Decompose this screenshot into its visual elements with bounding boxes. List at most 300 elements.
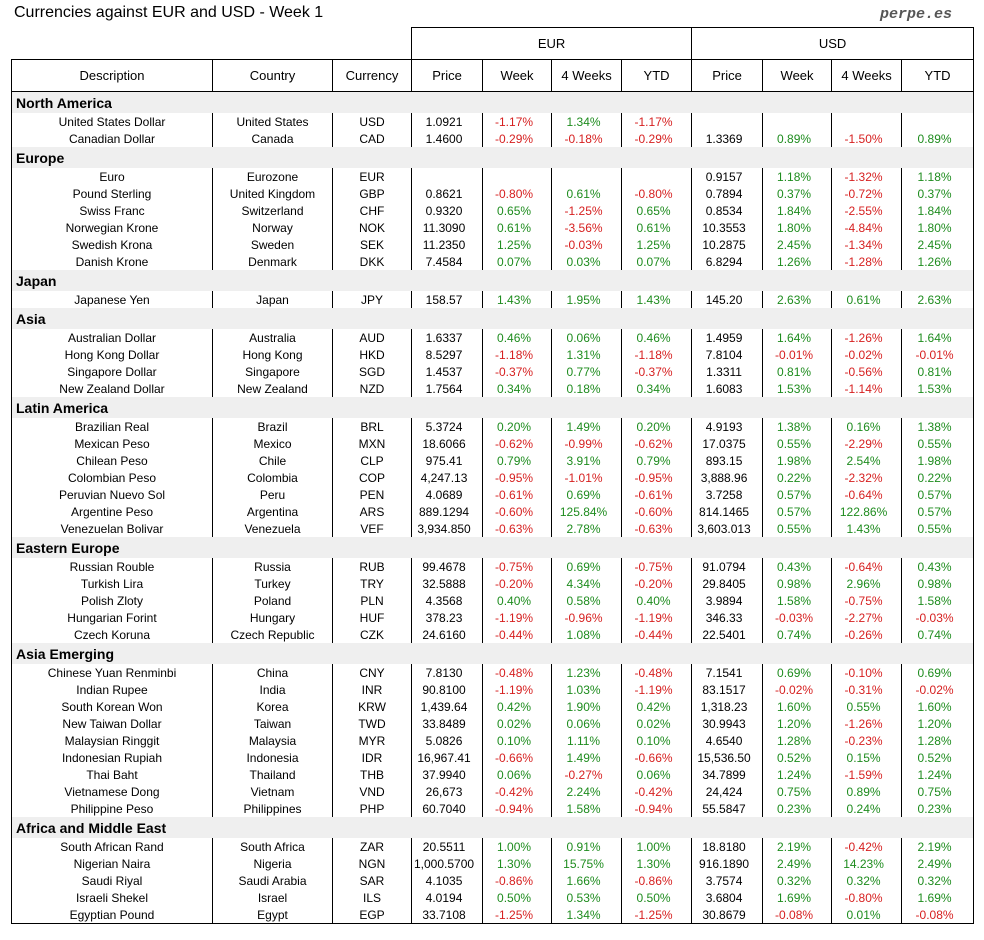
column-header-country: Country [213,60,333,92]
cell-eur-week: -0.62% [483,435,552,452]
cell-usd-4weeks: -0.75% [832,592,902,609]
cell-description: Israeli Shekel [12,889,213,906]
column-header-currency: Currency [333,60,412,92]
cell-eur-4weeks: 15.75% [552,855,622,872]
cell-usd-week: 1.98% [763,452,832,469]
cell-description: Turkish Lira [12,575,213,592]
cell-usd-ytd: 1.26% [902,253,974,270]
cell-eur-4weeks: 1.03% [552,681,622,698]
cell-eur-week: 1.25% [483,236,552,253]
cell-eur-4weeks: -0.99% [552,435,622,452]
cell-eur-4weeks: 1.23% [552,664,622,681]
cell-usd-price: 1.4959 [692,329,763,346]
cell-eur-ytd: -1.19% [622,609,692,626]
cell-usd-week: 1.69% [763,889,832,906]
cell-country: Russia [213,558,333,575]
cell-usd-price: 3.9894 [692,592,763,609]
table-row [12,130,974,147]
cell-usd-week: 1.24% [763,766,832,783]
cell-usd-week: 1.80% [763,219,832,236]
cell-eur-ytd: -0.86% [622,872,692,889]
cell-eur-4weeks: 1.49% [552,418,622,435]
cell-usd-price: 145.20 [692,291,763,308]
cell-eur-ytd: -0.61% [622,486,692,503]
table-row [12,872,974,889]
cell-description: Colombian Peso [12,469,213,486]
cell-usd-week: 1.58% [763,592,832,609]
cell-description: Egyptian Pound [12,906,213,924]
cell-currency: CHF [333,202,412,219]
cell-eur-week: -0.95% [483,469,552,486]
cell-usd-ytd: 0.22% [902,469,974,486]
cell-usd-4weeks: 0.16% [832,418,902,435]
cell-usd-4weeks: -4.84% [832,219,902,236]
cell-usd-4weeks: -1.50% [832,130,902,147]
cell-country: Hungary [213,609,333,626]
cell-usd-week: 0.74% [763,626,832,643]
cell-currency: THB [333,766,412,783]
cell-eur-price: 90.8100 [412,681,483,698]
cell-eur-price: 16,967.41 [412,749,483,766]
cell-eur-week: -0.60% [483,503,552,520]
table-row [12,664,974,681]
cell-eur-price: 33.8489 [412,715,483,732]
cell-usd-week: 1.38% [763,418,832,435]
cell-eur-4weeks: 2.24% [552,783,622,800]
cell-usd-ytd: -0.01% [902,346,974,363]
cell-usd-ytd: 1.80% [902,219,974,236]
cell-usd-price: 15,536.50 [692,749,763,766]
cell-usd-price: 7.8104 [692,346,763,363]
cell-usd-price: 893.15 [692,452,763,469]
cell-usd-ytd: 2.19% [902,838,974,855]
cell-eur-price: 20.5511 [412,838,483,855]
cell-usd-4weeks: 0.61% [832,291,902,308]
cell-usd-ytd: 0.89% [902,130,974,147]
cell-eur-4weeks: 0.69% [552,486,622,503]
cell-country: Norway [213,219,333,236]
cell-eur-price: 26,673 [412,783,483,800]
cell-eur-4weeks: 0.77% [552,363,622,380]
cell-usd-price: 17.0375 [692,435,763,452]
cell-usd-price: 55.5847 [692,800,763,817]
table-row [12,906,974,924]
cell-eur-week: 0.46% [483,329,552,346]
cell-currency: NGN [333,855,412,872]
cell-usd-4weeks: 0.32% [832,872,902,889]
cell-eur-ytd [622,168,692,185]
cell-country: Mexico [213,435,333,452]
cell-usd-4weeks: -0.64% [832,558,902,575]
cell-eur-price: 1,000.5700 [412,855,483,872]
cell-usd-ytd: 2.49% [902,855,974,872]
cell-currency: VEF [333,520,412,537]
table-row [12,418,974,435]
cell-eur-4weeks: 1.31% [552,346,622,363]
cell-currency: USD [333,113,412,130]
cell-usd-4weeks: -0.64% [832,486,902,503]
table-row [12,253,974,270]
table-row [12,783,974,800]
cell-usd-price: 6.8294 [692,253,763,270]
cell-usd-ytd: 2.45% [902,236,974,253]
cell-eur-price: 8.5297 [412,346,483,363]
cell-eur-ytd: 0.50% [622,889,692,906]
cell-eur-ytd: -0.75% [622,558,692,575]
table-row [12,363,974,380]
cell-usd-4weeks: 2.54% [832,452,902,469]
cell-eur-4weeks: 3.91% [552,452,622,469]
cell-eur-price: 99.4678 [412,558,483,575]
cell-country: Czech Republic [213,626,333,643]
cell-currency: ARS [333,503,412,520]
cell-usd-week: 1.26% [763,253,832,270]
cell-description: Vietnamese Dong [12,783,213,800]
cell-description: Swiss Franc [12,202,213,219]
cell-eur-week: 1.00% [483,838,552,855]
cell-usd-week: -0.03% [763,609,832,626]
cell-description: Polish Zloty [12,592,213,609]
cell-description: Indonesian Rupiah [12,749,213,766]
cell-usd-ytd: 1.38% [902,418,974,435]
cell-eur-4weeks: 1.58% [552,800,622,817]
region-header-row [12,397,974,418]
cell-usd-4weeks: 2.96% [832,575,902,592]
cell-eur-ytd: -1.18% [622,346,692,363]
cell-eur-4weeks: -0.18% [552,130,622,147]
cell-usd-4weeks: 0.24% [832,800,902,817]
cell-eur-4weeks: 125.84% [552,503,622,520]
cell-eur-ytd: -0.42% [622,783,692,800]
region-name: Asia Emerging [12,643,974,664]
cell-country: Indonesia [213,749,333,766]
cell-eur-week: -0.86% [483,872,552,889]
cell-description: Indian Rupee [12,681,213,698]
cell-usd-week: 1.18% [763,168,832,185]
region-header-row [12,537,974,558]
cell-usd-price: 1.3311 [692,363,763,380]
cell-eur-ytd: 1.25% [622,236,692,253]
cell-usd-price: 3.6804 [692,889,763,906]
cell-country: Eurozone [213,168,333,185]
cell-eur-4weeks: 1.34% [552,113,622,130]
cell-description: Venezuelan Bolivar [12,520,213,537]
column-header-eur-ytd: YTD [622,60,692,92]
cell-usd-ytd: 1.24% [902,766,974,783]
cell-eur-4weeks: 0.06% [552,715,622,732]
table-row [12,435,974,452]
table-row [12,185,974,202]
cell-eur-ytd: -0.44% [622,626,692,643]
cell-usd-price: 3,888.96 [692,469,763,486]
cell-country: India [213,681,333,698]
cell-eur-ytd: 0.79% [622,452,692,469]
cell-usd-week: 0.23% [763,800,832,817]
cell-eur-price: 1.4537 [412,363,483,380]
cell-eur-price: 60.7040 [412,800,483,817]
cell-country: Venezuela [213,520,333,537]
cell-usd-week: 1.84% [763,202,832,219]
cell-eur-week: -1.25% [483,906,552,924]
cell-currency: SAR [333,872,412,889]
cell-country: Taiwan [213,715,333,732]
cell-usd-week: 0.55% [763,435,832,452]
cell-usd-ytd: 0.75% [902,783,974,800]
cell-usd-price: 30.9943 [692,715,763,732]
cell-eur-price: 7.8130 [412,664,483,681]
cell-eur-ytd: 0.10% [622,732,692,749]
table-row [12,592,974,609]
cell-currency: CNY [333,664,412,681]
group-header-eur: EUR [412,28,692,60]
cell-eur-week: 0.07% [483,253,552,270]
cell-eur-week: 1.43% [483,291,552,308]
cell-eur-ytd: 0.40% [622,592,692,609]
cell-description: Russian Rouble [12,558,213,575]
page-title: Currencies against EUR and USD - Week 1 [14,4,324,21]
cell-eur-4weeks: 4.34% [552,575,622,592]
cell-country: United Kingdom [213,185,333,202]
cell-usd-ytd: 0.98% [902,575,974,592]
cell-currency: COP [333,469,412,486]
table-row [12,469,974,486]
cell-eur-ytd: 0.07% [622,253,692,270]
cell-usd-price: 4.9193 [692,418,763,435]
cell-usd-4weeks: -1.26% [832,329,902,346]
cell-usd-price: 1,318.23 [692,698,763,715]
cell-currency: VND [333,783,412,800]
cell-eur-price: 7.4584 [412,253,483,270]
table-row [12,889,974,906]
cell-usd-price: 0.7894 [692,185,763,202]
table-row [12,329,974,346]
cell-usd-4weeks: -2.29% [832,435,902,452]
cell-eur-price: 32.5888 [412,575,483,592]
cell-usd-ytd: 0.74% [902,626,974,643]
cell-description: Pound Sterling [12,185,213,202]
cell-description: Thai Baht [12,766,213,783]
table-row [12,732,974,749]
cell-usd-week: -0.02% [763,681,832,698]
cell-usd-week: 1.28% [763,732,832,749]
table-row [12,626,974,643]
cell-description: Singapore Dollar [12,363,213,380]
cell-usd-4weeks: -0.42% [832,838,902,855]
cell-usd-week: -0.01% [763,346,832,363]
cell-country: Nigeria [213,855,333,872]
cell-country: Colombia [213,469,333,486]
cell-description: Saudi Riyal [12,872,213,889]
cell-usd-price: 18.8180 [692,838,763,855]
cell-usd-4weeks: -0.56% [832,363,902,380]
cell-usd-ytd: 1.20% [902,715,974,732]
cell-usd-price: 7.1541 [692,664,763,681]
cell-eur-week: 0.02% [483,715,552,732]
cell-country: Saudi Arabia [213,872,333,889]
cell-eur-week [483,168,552,185]
cell-usd-4weeks: -0.80% [832,889,902,906]
cell-usd-4weeks: -1.14% [832,380,902,397]
cell-usd-4weeks: -1.32% [832,168,902,185]
cell-usd-ytd: 0.69% [902,664,974,681]
cell-usd-week: 1.53% [763,380,832,397]
table-row [12,202,974,219]
cell-eur-4weeks [552,168,622,185]
region-name: Africa and Middle East [12,817,974,838]
cell-currency: GBP [333,185,412,202]
cell-usd-ytd: 1.60% [902,698,974,715]
cell-eur-4weeks: 0.91% [552,838,622,855]
cell-currency: JPY [333,291,412,308]
cell-usd-4weeks: -1.28% [832,253,902,270]
column-header-usd-ytd: YTD [902,60,974,92]
cell-currency: PHP [333,800,412,817]
cell-usd-4weeks: 122.86% [832,503,902,520]
cell-description: Chilean Peso [12,452,213,469]
cell-currency: KRW [333,698,412,715]
cell-description: Chinese Yuan Renminbi [12,664,213,681]
cell-currency: SEK [333,236,412,253]
table-row [12,380,974,397]
cell-currency: EUR [333,168,412,185]
cell-eur-price: 975.41 [412,452,483,469]
cell-description: Swedish Krona [12,236,213,253]
cell-country: Japan [213,291,333,308]
cell-usd-price: 29.8405 [692,575,763,592]
column-header-description: Description [12,60,213,92]
cell-eur-ytd: 0.61% [622,219,692,236]
table-row [12,486,974,503]
cell-usd-4weeks: -2.32% [832,469,902,486]
cell-description: Philippine Peso [12,800,213,817]
column-header-eur-4weeks: 4 Weeks [552,60,622,92]
brand-logo: perpe.es [880,6,953,23]
cell-country: United States [213,113,333,130]
cell-eur-price: 5.0826 [412,732,483,749]
cell-description: Mexican Peso [12,435,213,452]
cell-country: Korea [213,698,333,715]
cell-usd-ytd: 1.53% [902,380,974,397]
cell-eur-ytd: 1.00% [622,838,692,855]
cell-usd-ytd: 1.98% [902,452,974,469]
table-row [12,800,974,817]
cell-usd-price: 0.8534 [692,202,763,219]
cell-usd-price: 30.8679 [692,906,763,924]
cell-currency: BRL [333,418,412,435]
cell-eur-ytd: -0.37% [622,363,692,380]
cell-eur-week: -0.94% [483,800,552,817]
region-header-row [12,147,974,168]
cell-usd-week: 0.32% [763,872,832,889]
cell-eur-week: 0.42% [483,698,552,715]
cell-usd-week: 0.52% [763,749,832,766]
table-row [12,291,974,308]
cell-usd-4weeks: 14.23% [832,855,902,872]
cell-description: South Korean Won [12,698,213,715]
cell-eur-price: 5.3724 [412,418,483,435]
cell-eur-week: -0.63% [483,520,552,537]
cell-currency: HUF [333,609,412,626]
cell-usd-price: 1.3369 [692,130,763,147]
cell-usd-ytd: 0.32% [902,872,974,889]
cell-usd-week: 1.20% [763,715,832,732]
cell-country: South Africa [213,838,333,855]
cell-usd-week: 2.63% [763,291,832,308]
cell-country: Vietnam [213,783,333,800]
cell-currency: SGD [333,363,412,380]
cell-usd-4weeks: -1.26% [832,715,902,732]
region-header-row [12,643,974,664]
cell-eur-ytd: -0.94% [622,800,692,817]
cell-usd-price: 34.7899 [692,766,763,783]
cell-description: Brazilian Real [12,418,213,435]
cell-eur-4weeks: 1.08% [552,626,622,643]
cell-usd-price: 10.3553 [692,219,763,236]
cell-eur-price: 4.0689 [412,486,483,503]
cell-usd-4weeks: -0.31% [832,681,902,698]
cell-description: Norwegian Krone [12,219,213,236]
cell-eur-4weeks: 1.66% [552,872,622,889]
cell-country: Sweden [213,236,333,253]
cell-currency: TWD [333,715,412,732]
cell-usd-week: 2.49% [763,855,832,872]
cell-eur-week: 0.10% [483,732,552,749]
cell-usd-week: 2.19% [763,838,832,855]
cell-country: Hong Kong [213,346,333,363]
cell-usd-ytd: 0.55% [902,520,974,537]
cell-usd-4weeks: -2.27% [832,609,902,626]
cell-usd-ytd: 1.18% [902,168,974,185]
column-header-usd-price: Price [692,60,763,92]
table-row [12,558,974,575]
cell-usd-ytd: -0.03% [902,609,974,626]
cell-usd-4weeks [832,113,902,130]
cell-usd-4weeks: -0.02% [832,346,902,363]
cell-country: Australia [213,329,333,346]
region-name: Asia [12,308,974,329]
cell-description: Argentine Peso [12,503,213,520]
cell-eur-price: 0.9320 [412,202,483,219]
cell-eur-price: 11.3090 [412,219,483,236]
cell-usd-ytd: 1.58% [902,592,974,609]
cell-currency: NOK [333,219,412,236]
region-header-row [12,817,974,838]
cell-currency: INR [333,681,412,698]
cell-eur-price: 1.6337 [412,329,483,346]
table-row [12,346,974,363]
cell-usd-ytd: -0.08% [902,906,974,924]
cell-eur-price: 1.7564 [412,380,483,397]
cell-eur-4weeks: 0.58% [552,592,622,609]
region-name: Latin America [12,397,974,418]
cell-usd-price: 4.6540 [692,732,763,749]
currency-table [11,27,974,924]
cell-eur-4weeks: -1.01% [552,469,622,486]
cell-description: Danish Krone [12,253,213,270]
cell-usd-week: 0.37% [763,185,832,202]
cell-eur-week: -1.18% [483,346,552,363]
cell-usd-week: 0.69% [763,664,832,681]
cell-eur-4weeks: -0.03% [552,236,622,253]
cell-eur-week: -0.29% [483,130,552,147]
cell-usd-week: 0.75% [763,783,832,800]
cell-country: Philippines [213,800,333,817]
cell-eur-4weeks: 1.34% [552,906,622,924]
cell-eur-ytd: -1.25% [622,906,692,924]
cell-currency: NZD [333,380,412,397]
cell-usd-ytd: 0.55% [902,435,974,452]
cell-usd-4weeks: -1.34% [832,236,902,253]
